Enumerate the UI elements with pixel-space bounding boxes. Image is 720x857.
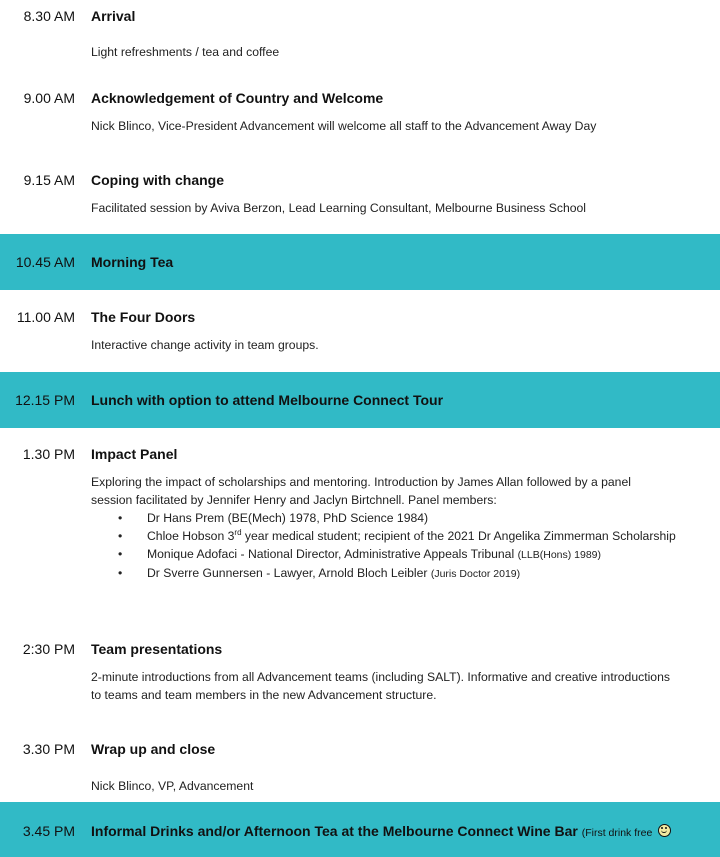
title-coping: Coping with change	[91, 172, 224, 188]
desc-team-presentations: 2-minute introductions from all Advancement teams (including SALT). Informative and creative introductions to teams and team members in the new Advancement structure.	[91, 670, 670, 702]
title-morning-tea: Morning Tea	[91, 254, 174, 270]
time-team-presentations: 2:30 PM	[22, 641, 75, 657]
first-drink-note: (First drink free	[581, 827, 653, 839]
time-wrap-up: 3.30 PM	[22, 741, 75, 757]
title-informal-drinks	[91, 823, 671, 839]
title-four-doors: The Four Doors	[91, 309, 196, 325]
title-lunch: Lunch with option to attend Melbourne Connect Tour	[91, 392, 444, 408]
time-coping: 9.15 AM	[23, 172, 75, 188]
ordinal-suffix: rd	[234, 527, 242, 537]
time-morning-tea: 10.45 AM	[15, 254, 75, 270]
time-impact-panel: 1.30 PM	[22, 446, 75, 462]
panel-member-degree: (Juris Doctor 2019)	[430, 568, 521, 580]
panel-member-item	[0, 545, 687, 564]
title-arrival: Arrival	[91, 8, 136, 24]
smiley-icon	[658, 824, 671, 837]
desc-welcome: Nick Blinco, Vice-President Advancement will welcome all staff to the Advancement Away Day	[91, 119, 597, 133]
bullet-icon: •	[118, 566, 123, 580]
panel-member-name: Chloe Hobson 3	[147, 529, 235, 543]
bullet-icon: •	[118, 511, 123, 525]
desc-impact-panel: Exploring the impact of scholarships and mentoring. Introduction by James Allan followed by a panel session facilitated by Jennifer Henry and Jaclyn Birtchnell. Panel members:	[91, 475, 631, 507]
desc-arrival: Light refreshments / tea and coffee	[91, 45, 280, 59]
panel-member-item	[0, 527, 687, 545]
panel-member-degree: (LLB(Hons) 1989)	[517, 549, 602, 561]
panel-member-text: Dr Sverre Gunnersen - Lawyer, Arnold Bloch Leibler	[147, 566, 431, 580]
panel-members-list	[0, 509, 720, 583]
title-welcome: Acknowledgement of Country and Welcome	[91, 90, 384, 106]
desc-wrap-up: Nick Blinco, VP, Advancement	[91, 779, 254, 793]
panel-member-text: Monique Adofaci - National Director, Administrative Appeals Tribunal	[147, 547, 518, 561]
bullet-icon: •	[118, 547, 123, 561]
time-welcome: 9.00 AM	[23, 90, 75, 106]
time-four-doors: 11.00 AM	[16, 309, 75, 325]
desc-four-doors: Interactive change activity in team groups.	[91, 338, 319, 352]
panel-member-text: year medical student; recipient of the 2021 Dr Angelika Zimmerman Scholarship	[241, 529, 676, 543]
time-lunch: 12.15 PM	[15, 392, 75, 408]
time-arrival: 8.30 AM	[23, 8, 75, 24]
bullet-icon: •	[118, 529, 123, 543]
title-wrap-up: Wrap up and close	[91, 741, 216, 757]
title-impact-panel: Impact Panel	[91, 446, 178, 462]
informal-drinks-label: Informal Drinks and/or Afternoon Tea at the Melbourne Connect Wine Bar	[91, 823, 578, 839]
panel-member-text: Dr Hans Prem (BE(Mech) 1978, PhD Science 1984)	[147, 511, 429, 525]
panel-member-item	[0, 509, 687, 527]
panel-member-item	[0, 564, 687, 583]
time-informal-drinks: 3.45 PM	[22, 823, 75, 839]
title-team-presentations: Team presentations	[91, 641, 223, 657]
desc-coping: Facilitated session by Aviva Berzon, Lead Learning Consultant, Melbourne Business School	[91, 201, 587, 215]
